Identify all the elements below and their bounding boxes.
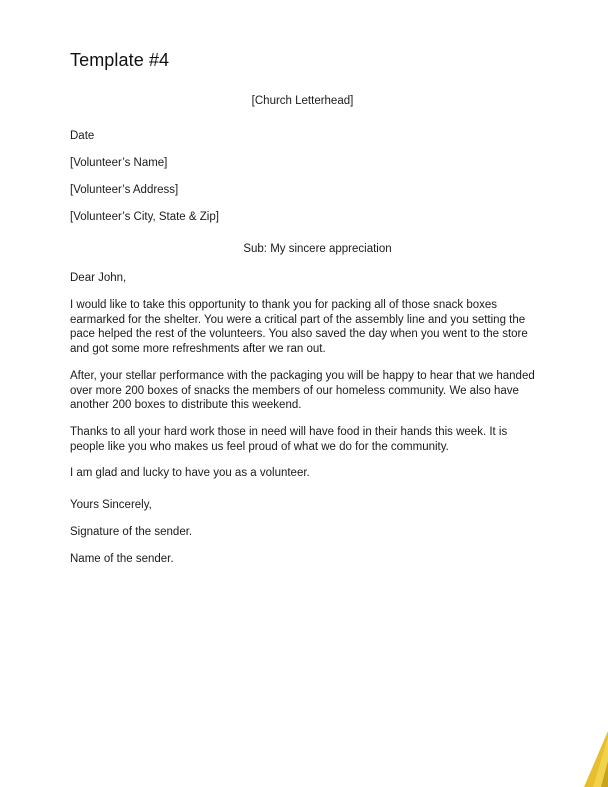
subject-line: Sub: My sincere appreciation xyxy=(243,243,392,255)
body-paragraph-3: Thanks to all your hard work those in need will have food in their hands this week. It is people like you who makes us feel proud of what we do for the community. xyxy=(70,425,508,453)
sign-off: Yours Sincerely, xyxy=(70,499,152,512)
signature-placeholder: Signature of the sender. xyxy=(70,526,193,539)
body-paragraph-4: I am glad and lucky to have you as a volunteer. xyxy=(70,467,310,480)
date-label: Date xyxy=(70,130,95,142)
recipient-address-placeholder: [Volunteer’s Address] xyxy=(70,184,179,196)
gold-corner-wedge-icon xyxy=(574,731,608,787)
recipient-name-placeholder: [Volunteer’s Name] xyxy=(70,157,168,169)
salutation: Dear John, xyxy=(70,272,127,284)
body-paragraph-1: I would like to take this opportunity to thank you for packing all of those snack boxes earmarked for the shelter. You were a critical part of the assembly line and you setting the pace helped the rest of the volunteers. You also saved the day when you went to the store and got some more refreshments after we ran out. xyxy=(70,299,528,356)
body-paragraph-2: After, your stellar performance with the packaging you will be happy to hear that we handed over more 200 boxes of snacks the members of our homeless community. We also have another 200 boxes to distribute this weekend. xyxy=(70,369,535,412)
letter-content xyxy=(70,48,535,578)
sender-name-placeholder: Name of the sender. xyxy=(70,553,174,566)
recipient-city-state-zip-placeholder: [Volunteer’s City, State & Zip] xyxy=(70,211,219,223)
page-title: Template #4 xyxy=(70,50,170,70)
church-letterhead-placeholder: [Church Letterhead] xyxy=(251,95,354,107)
